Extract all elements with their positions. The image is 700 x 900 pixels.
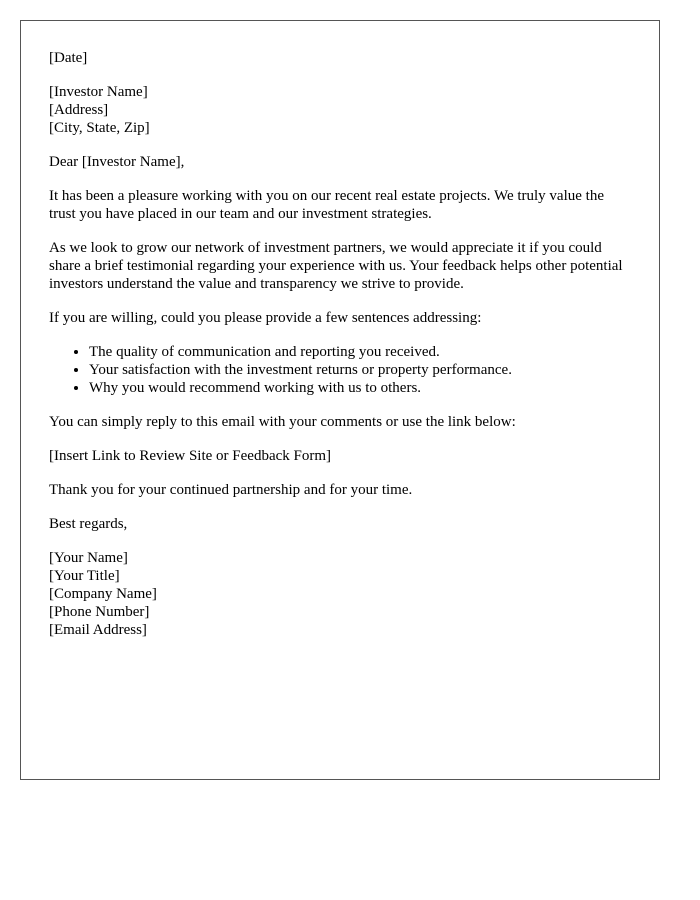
signature-block: [49, 549, 631, 639]
list-item: • Your satisfaction with the investment returns or property performance.: [89, 361, 631, 379]
salutation: Dear [Investor Name],: [49, 154, 185, 170]
signature-name: [Your Name]: [49, 550, 128, 566]
feedback-link-placeholder: [Insert Link to Review Site or Feedback Form]: [49, 448, 332, 464]
paragraph-request: As we look to grow our network of investment partners, we would appreciate it if you could share a brief testimonial regarding your experience with us. Your feedback helps other potential investors understand the value and transparency we strive to provide.: [49, 240, 623, 292]
signature-email: [Email Address]: [49, 622, 147, 638]
paragraph-thanks: Thank you for your continued partnership and for your time.: [49, 482, 413, 498]
paragraph-topics-lead: If you are willing, could you please provide a few sentences addressing:: [49, 310, 482, 326]
signature-title: [Your Title]: [49, 568, 120, 584]
signature-phone: [Phone Number]: [49, 604, 150, 620]
letter-page: [20, 20, 660, 780]
list-item: • The quality of communication and reporting you received.: [89, 343, 631, 361]
recipient-block: [49, 83, 631, 137]
paragraph-intro: It has been a pleasure working with you on our recent real estate projects. We truly value the trust you have placed in our team and our investment strategies.: [49, 188, 604, 222]
closing: Best regards,: [49, 516, 128, 532]
recipient-name: [Investor Name]: [49, 84, 148, 100]
signature-company: [Company Name]: [49, 586, 157, 602]
list-item: • Why you would recommend working with us to others.: [89, 379, 631, 397]
recipient-city-state-zip: [City, State, Zip]: [49, 120, 150, 136]
paragraph-reply-instructions: You can simply reply to this email with your comments or use the link below:: [49, 414, 516, 430]
recipient-address: [Address]: [49, 102, 109, 118]
topics-list: [49, 343, 631, 397]
letter-date: [Date]: [49, 50, 88, 66]
